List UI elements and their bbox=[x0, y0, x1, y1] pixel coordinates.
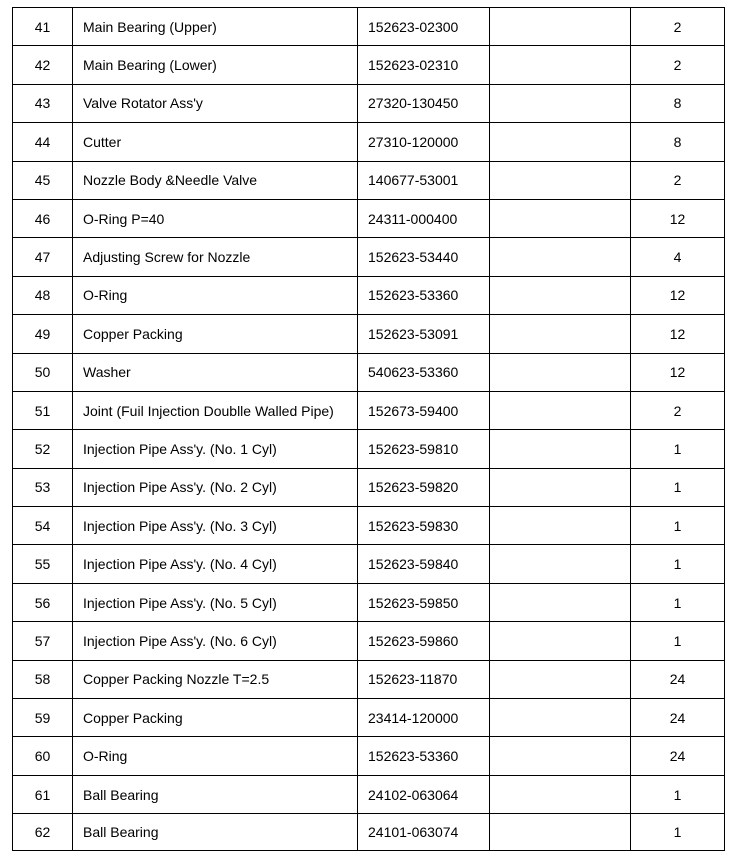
table-row bbox=[13, 315, 725, 353]
remark-cell bbox=[490, 545, 631, 583]
quantity-cell: 1 bbox=[631, 468, 725, 506]
quantity-cell: 12 bbox=[631, 276, 725, 314]
item-number-cell: 48 bbox=[13, 276, 73, 314]
remark-cell bbox=[490, 46, 631, 84]
part-number-cell: 152623-02300 bbox=[358, 8, 490, 46]
quantity-cell: 24 bbox=[631, 699, 725, 737]
part-number-cell: 152623-59820 bbox=[358, 468, 490, 506]
description-cell: Washer bbox=[73, 353, 358, 391]
remark-cell bbox=[490, 161, 631, 199]
item-number-cell: 54 bbox=[13, 507, 73, 545]
table-row bbox=[13, 84, 725, 122]
part-number-cell: 152623-59860 bbox=[358, 622, 490, 660]
parts-table bbox=[12, 7, 725, 851]
part-number-cell: 540623-53360 bbox=[358, 353, 490, 391]
table-row bbox=[13, 46, 725, 84]
table-row bbox=[13, 583, 725, 621]
table-row bbox=[13, 161, 725, 199]
parts-table-body bbox=[13, 8, 725, 851]
table-row bbox=[13, 545, 725, 583]
remark-cell bbox=[490, 583, 631, 621]
part-number-cell: 152623-53440 bbox=[358, 238, 490, 276]
item-number-cell: 53 bbox=[13, 468, 73, 506]
quantity-cell: 12 bbox=[631, 315, 725, 353]
description-cell: O-Ring bbox=[73, 737, 358, 775]
part-number-cell: 140677-53001 bbox=[358, 161, 490, 199]
item-number-cell: 43 bbox=[13, 84, 73, 122]
remark-cell bbox=[490, 199, 631, 237]
table-row bbox=[13, 737, 725, 775]
table-row bbox=[13, 775, 725, 813]
quantity-cell: 1 bbox=[631, 814, 725, 851]
part-number-cell: 152623-59840 bbox=[358, 545, 490, 583]
quantity-cell: 24 bbox=[631, 660, 725, 698]
description-cell: Copper Packing Nozzle T=2.5 bbox=[73, 660, 358, 698]
item-number-cell: 56 bbox=[13, 583, 73, 621]
item-number-cell: 57 bbox=[13, 622, 73, 660]
quantity-cell: 8 bbox=[631, 123, 725, 161]
table-row bbox=[13, 468, 725, 506]
description-cell: Injection Pipe Ass'y. (No. 1 Cyl) bbox=[73, 430, 358, 468]
item-number-cell: 55 bbox=[13, 545, 73, 583]
remark-cell bbox=[490, 699, 631, 737]
quantity-cell: 24 bbox=[631, 737, 725, 775]
table-row bbox=[13, 8, 725, 46]
item-number-cell: 52 bbox=[13, 430, 73, 468]
remark-cell bbox=[490, 84, 631, 122]
quantity-cell: 1 bbox=[631, 545, 725, 583]
description-cell: Cutter bbox=[73, 123, 358, 161]
table-row bbox=[13, 814, 725, 851]
remark-cell bbox=[490, 468, 631, 506]
item-number-cell: 49 bbox=[13, 315, 73, 353]
table-row bbox=[13, 199, 725, 237]
table-row bbox=[13, 353, 725, 391]
quantity-cell: 1 bbox=[631, 507, 725, 545]
item-number-cell: 62 bbox=[13, 814, 73, 851]
description-cell: O-Ring bbox=[73, 276, 358, 314]
description-cell: Ball Bearing bbox=[73, 814, 358, 851]
remark-cell bbox=[490, 622, 631, 660]
part-number-cell: 152623-11870 bbox=[358, 660, 490, 698]
description-cell: Valve Rotator Ass'y bbox=[73, 84, 358, 122]
item-number-cell: 50 bbox=[13, 353, 73, 391]
remark-cell bbox=[490, 276, 631, 314]
part-number-cell: 152623-53360 bbox=[358, 276, 490, 314]
remark-cell bbox=[490, 8, 631, 46]
item-number-cell: 61 bbox=[13, 775, 73, 813]
table-row bbox=[13, 507, 725, 545]
remark-cell bbox=[490, 775, 631, 813]
remark-cell bbox=[490, 315, 631, 353]
table-row bbox=[13, 123, 725, 161]
quantity-cell: 12 bbox=[631, 199, 725, 237]
quantity-cell: 8 bbox=[631, 84, 725, 122]
part-number-cell: 24102-063064 bbox=[358, 775, 490, 813]
table-row bbox=[13, 660, 725, 698]
part-number-cell: 24101-063074 bbox=[358, 814, 490, 851]
description-cell: Copper Packing bbox=[73, 699, 358, 737]
quantity-cell: 2 bbox=[631, 46, 725, 84]
item-number-cell: 58 bbox=[13, 660, 73, 698]
part-number-cell: 152623-53360 bbox=[358, 737, 490, 775]
quantity-cell: 2 bbox=[631, 8, 725, 46]
remark-cell bbox=[490, 430, 631, 468]
description-cell: Injection Pipe Ass'y. (No. 5 Cyl) bbox=[73, 583, 358, 621]
description-cell: Injection Pipe Ass'y. (No. 6 Cyl) bbox=[73, 622, 358, 660]
remark-cell bbox=[490, 507, 631, 545]
remark-cell bbox=[490, 353, 631, 391]
part-number-cell: 24311-000400 bbox=[358, 199, 490, 237]
description-cell: Copper Packing bbox=[73, 315, 358, 353]
quantity-cell: 2 bbox=[631, 391, 725, 429]
description-cell: Nozzle Body &Needle Valve bbox=[73, 161, 358, 199]
table-row bbox=[13, 276, 725, 314]
remark-cell bbox=[490, 123, 631, 161]
item-number-cell: 51 bbox=[13, 391, 73, 429]
item-number-cell: 45 bbox=[13, 161, 73, 199]
description-cell: Adjusting Screw for Nozzle bbox=[73, 238, 358, 276]
part-number-cell: 152673-59400 bbox=[358, 391, 490, 429]
remark-cell bbox=[490, 737, 631, 775]
description-cell: Injection Pipe Ass'y. (No. 3 Cyl) bbox=[73, 507, 358, 545]
item-number-cell: 46 bbox=[13, 199, 73, 237]
item-number-cell: 42 bbox=[13, 46, 73, 84]
remark-cell bbox=[490, 660, 631, 698]
part-number-cell: 27310-120000 bbox=[358, 123, 490, 161]
quantity-cell: 1 bbox=[631, 775, 725, 813]
table-row bbox=[13, 238, 725, 276]
table-row bbox=[13, 699, 725, 737]
description-cell: Ball Bearing bbox=[73, 775, 358, 813]
part-number-cell: 23414-120000 bbox=[358, 699, 490, 737]
table-row bbox=[13, 622, 725, 660]
description-cell: Injection Pipe Ass'y. (No. 4 Cyl) bbox=[73, 545, 358, 583]
description-cell: Main Bearing (Lower) bbox=[73, 46, 358, 84]
remark-cell bbox=[490, 391, 631, 429]
description-cell: Main Bearing (Upper) bbox=[73, 8, 358, 46]
item-number-cell: 47 bbox=[13, 238, 73, 276]
item-number-cell: 60 bbox=[13, 737, 73, 775]
part-number-cell: 152623-53091 bbox=[358, 315, 490, 353]
quantity-cell: 1 bbox=[631, 622, 725, 660]
table-row bbox=[13, 430, 725, 468]
remark-cell bbox=[490, 238, 631, 276]
part-number-cell: 152623-02310 bbox=[358, 46, 490, 84]
part-number-cell: 152623-59810 bbox=[358, 430, 490, 468]
part-number-cell: 152623-59830 bbox=[358, 507, 490, 545]
quantity-cell: 12 bbox=[631, 353, 725, 391]
item-number-cell: 44 bbox=[13, 123, 73, 161]
quantity-cell: 4 bbox=[631, 238, 725, 276]
item-number-cell: 41 bbox=[13, 8, 73, 46]
remark-cell bbox=[490, 814, 631, 851]
part-number-cell: 27320-130450 bbox=[358, 84, 490, 122]
quantity-cell: 2 bbox=[631, 161, 725, 199]
part-number-cell: 152623-59850 bbox=[358, 583, 490, 621]
description-cell: O-Ring P=40 bbox=[73, 199, 358, 237]
description-cell: Joint (Fuil Injection Doublle Walled Pipe) bbox=[73, 391, 358, 429]
description-cell: Injection Pipe Ass'y. (No. 2 Cyl) bbox=[73, 468, 358, 506]
item-number-cell: 59 bbox=[13, 699, 73, 737]
quantity-cell: 1 bbox=[631, 430, 725, 468]
table-row bbox=[13, 391, 725, 429]
quantity-cell: 1 bbox=[631, 583, 725, 621]
